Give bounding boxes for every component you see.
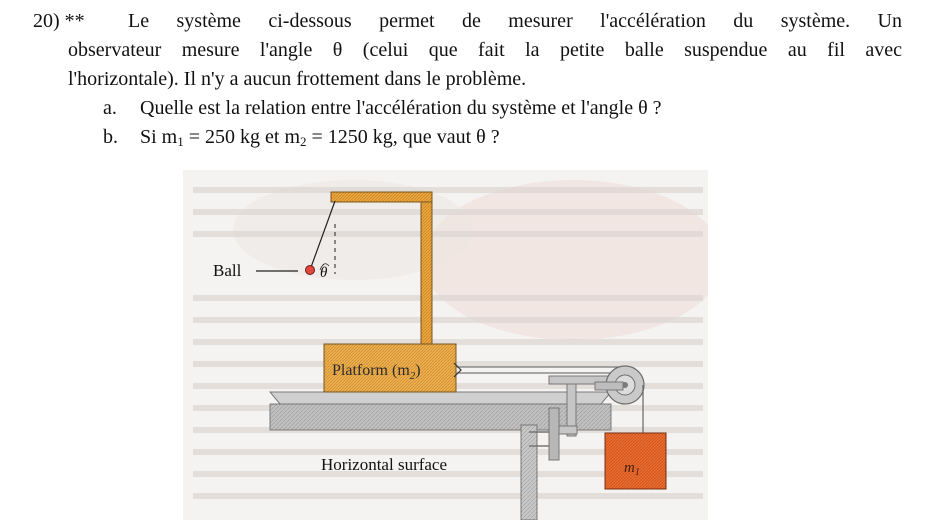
part-b-end: = 1250 kg, que vaut θ ? — [306, 126, 500, 148]
part-b-middle: = 250 kg et m — [183, 126, 301, 148]
problem-text-line-2: observateur mesure l'angle θ (celui que fait la petite balle suspendue au fil avec — [68, 39, 902, 61]
accelerometer-figure — [183, 170, 708, 520]
platform-label-close: ) — [415, 362, 421, 379]
ball-icon — [306, 266, 315, 275]
difficulty-stars: ** — [64, 10, 85, 32]
surface-label: Horizontal surface — [321, 455, 448, 474]
ball-label: Ball — [213, 261, 242, 280]
platform-label-text: Platform (m — [332, 362, 410, 379]
theta-label: θ — [320, 265, 328, 281]
problem-text-line-1: Le système ci-dessous permet de mesurer l'accélération du système. Un — [128, 10, 902, 32]
problem-text-line-3: l'horizontale). Il n'y a aucun frottement dans le problème. — [68, 68, 527, 90]
part-a-label: a. — [103, 97, 117, 119]
hanging-mass-label-text: m — [624, 460, 635, 476]
part-a-question: Quelle est la relation entre l'accélération du système et l'angle θ ? — [140, 97, 662, 119]
part-b-prefix: Si m — [140, 126, 178, 148]
part-b-label: b. — [103, 126, 118, 148]
m1-subscript: 1 — [177, 134, 184, 149]
hanging-mass-label-subscript: 1 — [634, 467, 640, 478]
problem-number — [33, 8, 85, 34]
hanging-mass-m1 — [605, 433, 666, 489]
problem-number-text: 20) — [33, 10, 60, 32]
part-b-question — [140, 124, 500, 150]
platform-label-subscript: 2 — [409, 370, 416, 382]
m2-subscript: 2 — [300, 134, 307, 149]
